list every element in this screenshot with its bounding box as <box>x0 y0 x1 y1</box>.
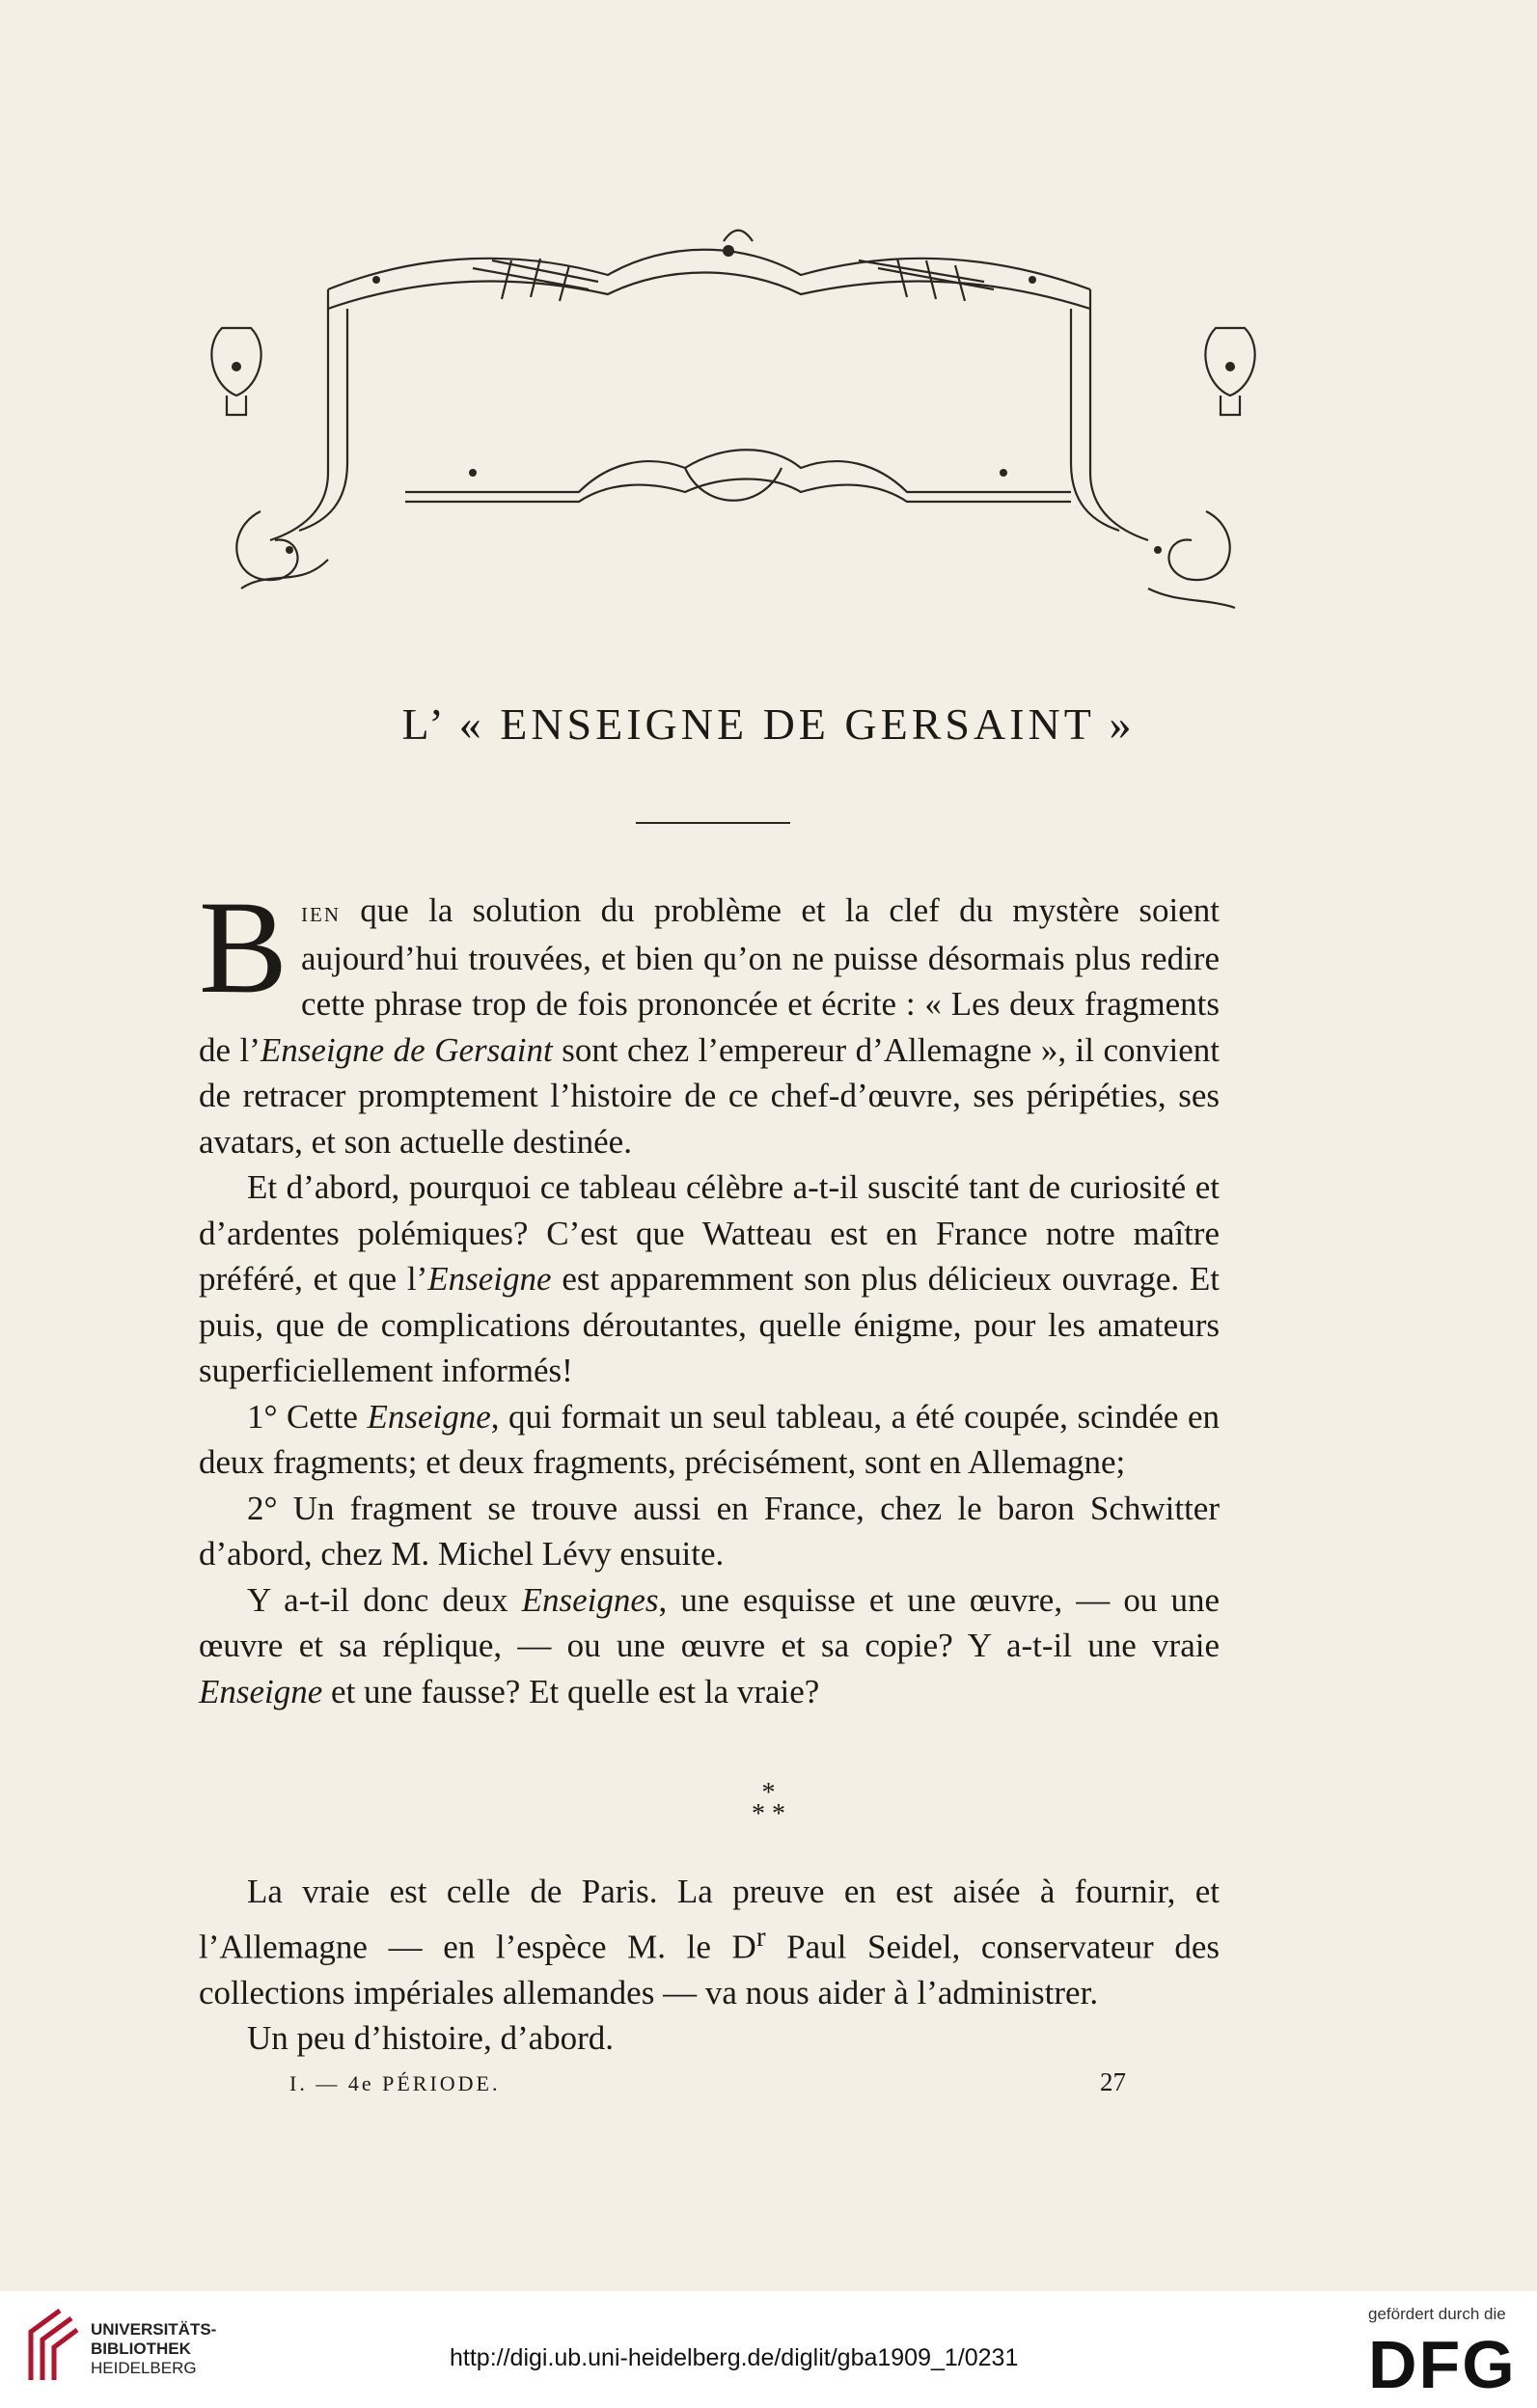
drop-cap: B <box>199 873 288 1021</box>
italic-title: Enseignes <box>521 1580 659 1619</box>
library-name-line1: UNIVERSITÄTS- <box>91 2320 217 2339</box>
text-run: Paul Seidel, conservateur des collections impériales allemandes — va nous aider à l’administrer. <box>199 1928 1220 2011</box>
text-run: sont chez l’empereur d’Allemagne », il convient de retracer promptement l’histoire de ce chef-d’œuvre, ses péripéties, ses avatars, et son actuelle destinée. <box>199 1030 1221 1161</box>
funding-label: gefördert durch die <box>1368 2305 1506 2323</box>
library-footer-bar <box>0 2291 1537 2408</box>
rococo-cartouche-ornament <box>183 222 1283 617</box>
text-run: Et d’abord, pourquoi ce tableau célèbre a-t-il suscité tant de curiosité et d’ardentes polémiques? C’est que Watteau est en France notre maître préféré, et que l’ <box>199 1168 1220 1298</box>
library-name <box>91 2320 216 2378</box>
title-rule <box>636 822 790 824</box>
separator-stars-bottom: * * <box>752 1799 785 1829</box>
text-run: est apparemment son plus délicieux ouvrage. Et puis, que de complications déroutantes, quelle énigme, pour les amateurs superficiellement informés! <box>199 1260 1220 1389</box>
paragraph-4 <box>199 1486 1220 1577</box>
lead-small-caps: ien <box>301 896 342 928</box>
separator-star-top: * <box>761 1778 776 1808</box>
university-library-logo-icon <box>21 2303 81 2388</box>
paragraph-5 <box>199 1577 1220 1715</box>
text-run: , une esquisse et une œuvre, — ou une œuvre et sa réplique, — ou une œuvre et sa copie? Y a-t-il une vraie <box>199 1580 1220 1664</box>
text-run: que la solution du problème et la clef du mystère soient aujourd’hui trouvées, et bien qu’on ne puisse désormais plus redire cette phrase trop de fois prononcée et écrite : « Les deux fragments de l’ <box>199 891 1220 1069</box>
paragraph-7 <box>199 2015 1220 2062</box>
italic-title: Enseigne <box>367 1397 491 1436</box>
paragraph-1 <box>199 873 1221 1164</box>
library-name-line2: BIBLIOTHEK <box>91 2340 191 2358</box>
paragraph-2 <box>199 1164 1220 1394</box>
superscript: r <box>755 1921 766 1953</box>
text-run: , qui formait un seul tableau, a été coupée, scindée en deux fragments; et deux fragments, précisément, sont en Allemagne; <box>199 1397 1220 1481</box>
paragraph-6 <box>199 1869 1220 2015</box>
signature-mark: I. — 4e PÉRIODE. <box>289 2071 501 2095</box>
section-separator <box>0 1778 1537 1829</box>
text-run: et une fausse? Et quelle est la vraie? <box>322 1672 820 1710</box>
text-run: Y a-t-il donc deux <box>247 1580 522 1619</box>
text-run: Cette <box>277 1397 368 1436</box>
paragraph-3 <box>199 1394 1220 1486</box>
list-number: 2° <box>247 1489 278 1527</box>
article-title: L’ « ENSEIGNE DE GERSAINT » <box>401 699 1136 749</box>
italic-title: Enseigne de Gersaint <box>260 1030 553 1069</box>
text-run: Un peu d’histoire, d’abord. <box>247 2019 615 2058</box>
page-number: 27 <box>1100 2067 1126 2096</box>
permalink-url[interactable]: http://digi.ub.uni-heidelberg.de/diglit/gba1909_1/0231 <box>450 2344 1019 2371</box>
italic-title: Enseigne <box>199 1672 323 1710</box>
article-body <box>199 873 1221 1714</box>
italic-title: Enseigne <box>427 1260 552 1298</box>
article-body-continued <box>199 1869 1220 2062</box>
list-number: 1° <box>247 1397 278 1436</box>
text-run: La vraie est celle de Paris. La preuve en est aisée à fournir, et l’Allemagne — en l’espèce M. le D <box>199 1873 1220 1966</box>
library-name-line3: HEIDELBERG <box>91 2359 197 2377</box>
dfg-logo: DFG <box>1368 2327 1517 2402</box>
text-run: Un fragment se trouve aussi en France, chez le baron Schwitter d’abord, chez M. Michel Lévy ensuite. <box>199 1489 1220 1573</box>
